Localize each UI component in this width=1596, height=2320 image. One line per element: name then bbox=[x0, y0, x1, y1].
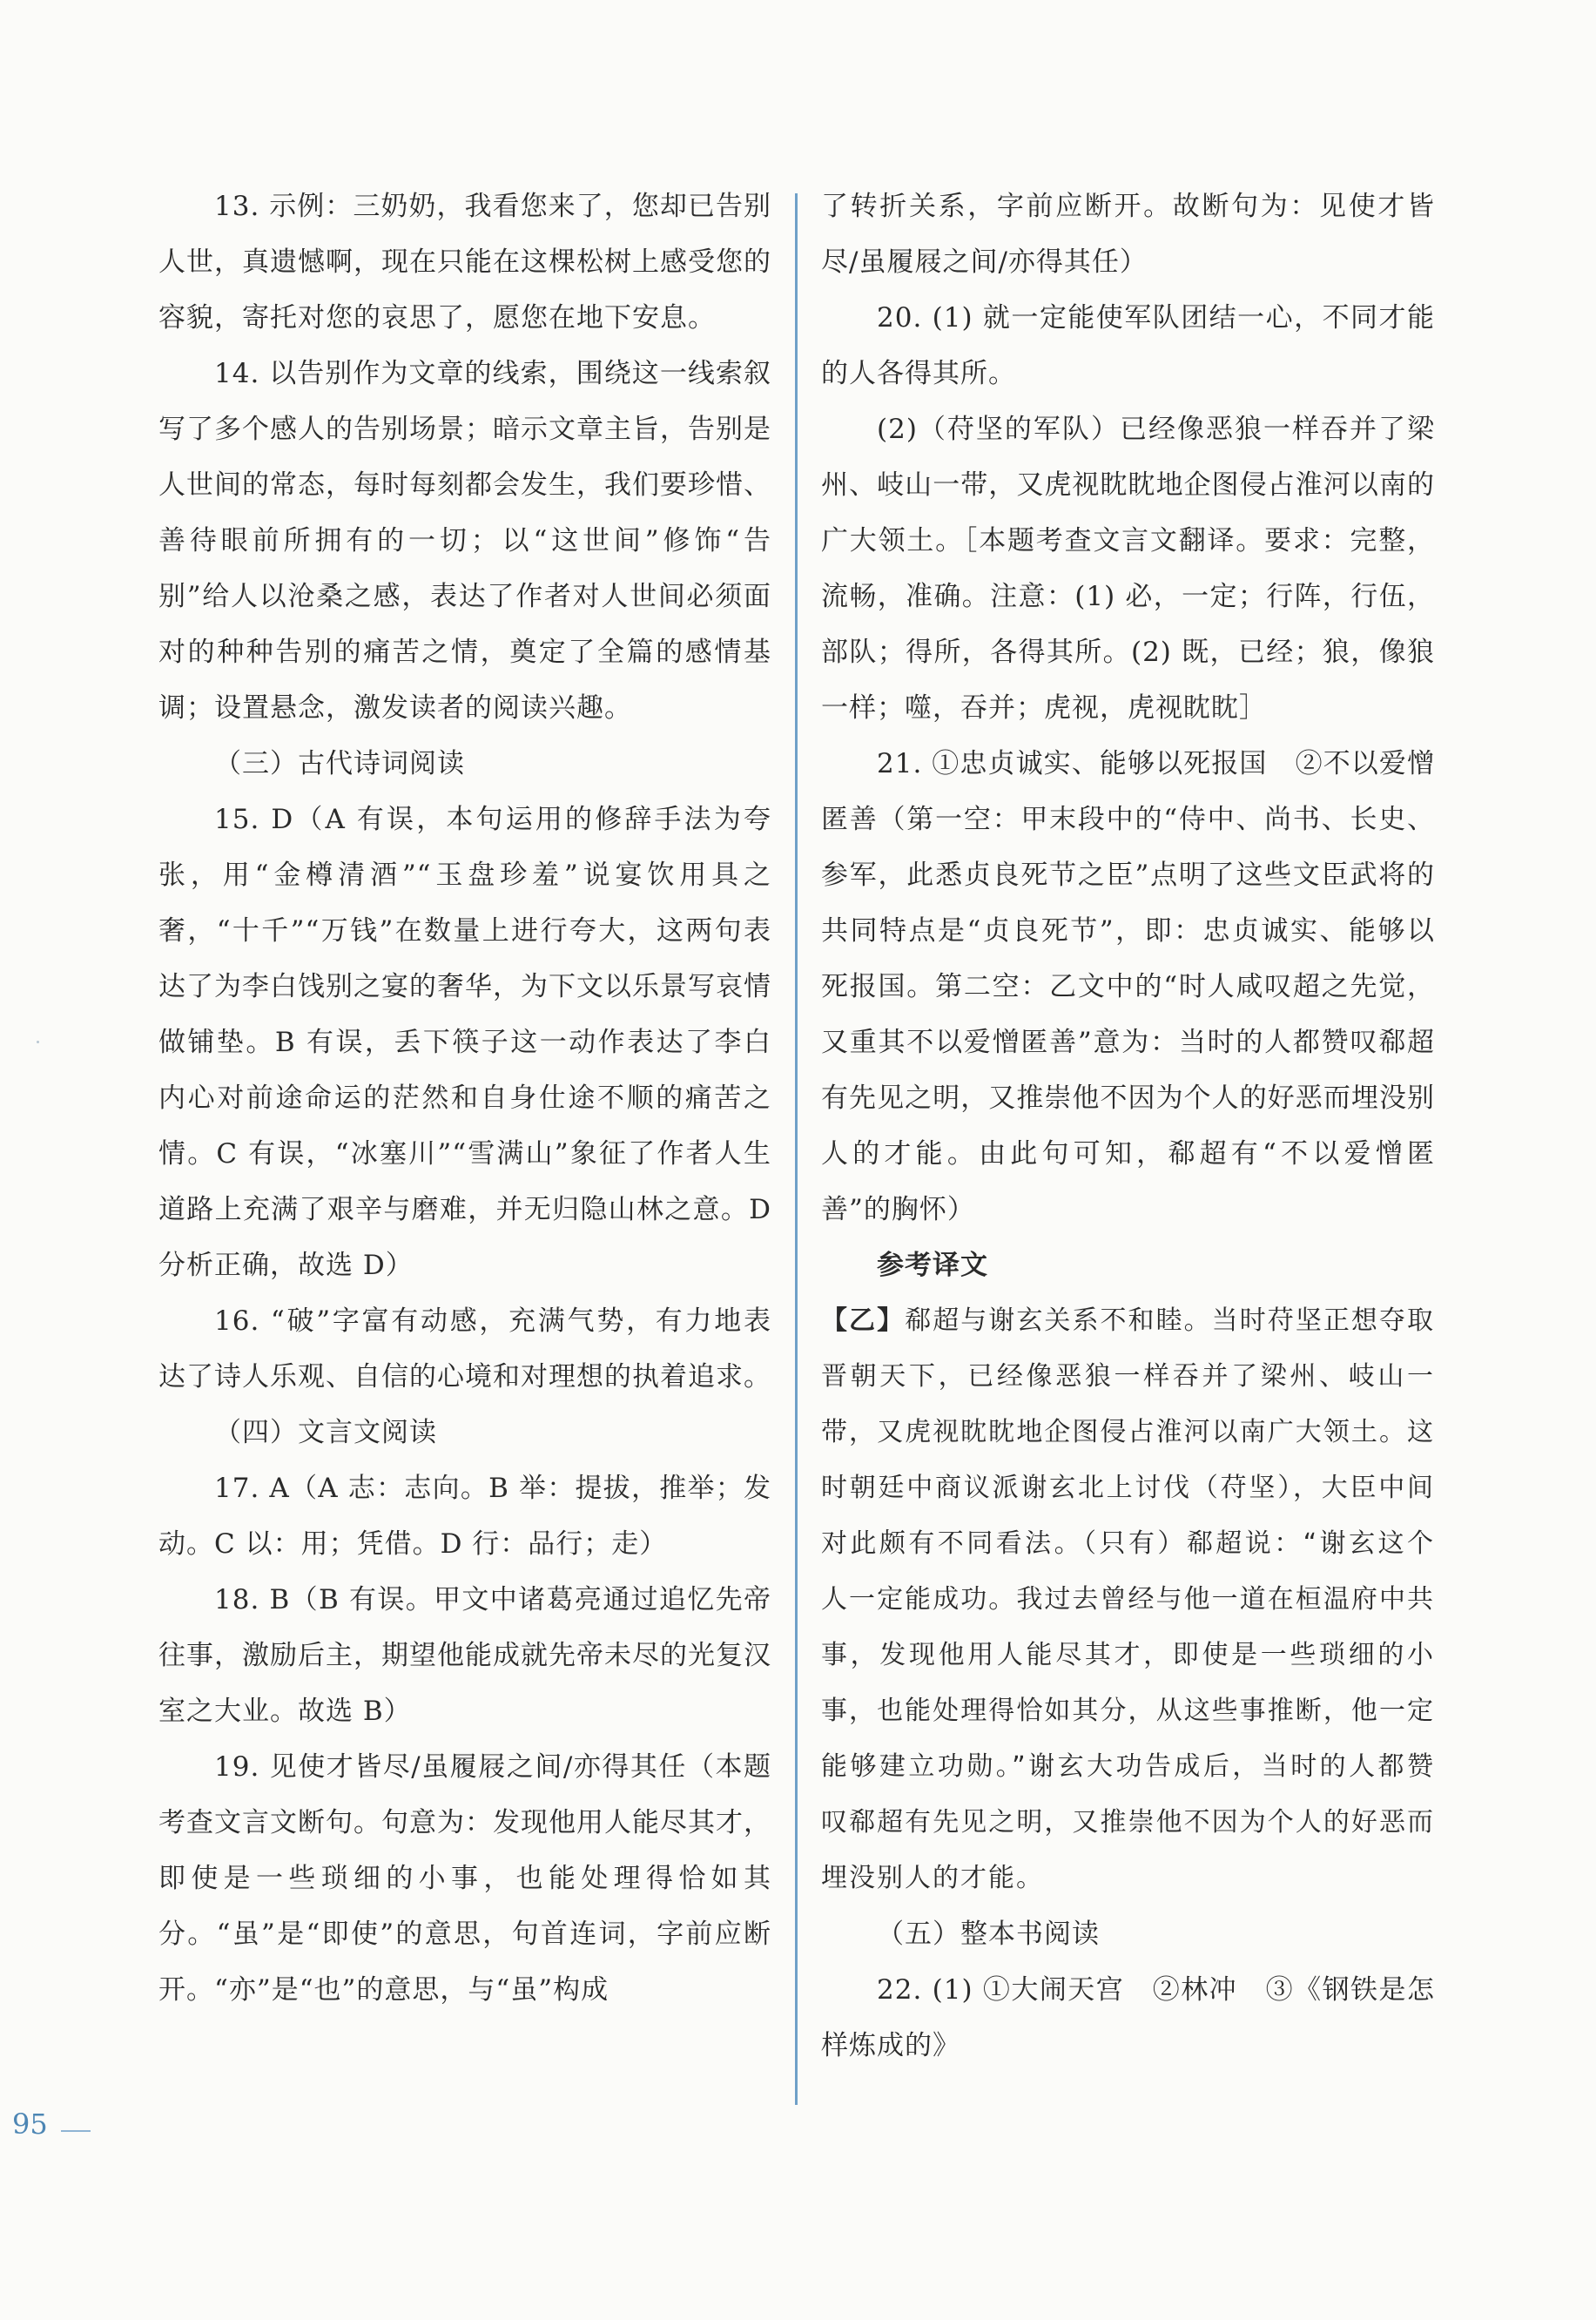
section-heading-classical: （四）文言文阅读 bbox=[214, 1417, 437, 1448]
answer-22: 22. (1) ①大闹天宫 ②林冲 ③《钢铁是怎样炼成的》 bbox=[821, 1974, 1435, 2061]
right-column bbox=[821, 179, 1435, 2074]
translation-body: 郗超与谢玄关系不和睦。当时苻坚正想夺取晋朝天下，已经像恶狼一样吞并了梁州、岐山一带，又虎视眈眈地企图侵占淮河以南广大领土。这时朝廷中商议派谢玄北上讨伐（苻坚），大臣中间对此颇有不同看法。（只有）郗超说：“谢玄这个人一定能成功。我过去曾经与他一道在桓温府中共事，发现他用人能尽其才，即使是一些琐细的小事，也能处理得恰如其分，从这些事推断，他一定能够建立功勋。”谢玄大功告成后，当时的人都赞叹郗超有先见之明，又推崇他不因为个人的好恶而埋没别人的才能。 bbox=[821, 1305, 1436, 1893]
answer-14: 14. 以告别作为文章的线索，围绕这一线索叙写了多个感人的告别场景；暗示文章主旨，告别是人世间的常态，每时每刻都会发生，我们要珍惜、善待眼前所拥有的一切；以“这世间”修饰“告别”给人以沧桑之感，表达了作者对人世间必须面对的种种告别的痛苦之情，奠定了全篇的感情基调；设置悬念，激发读者的阅读兴趣。 bbox=[158, 358, 771, 724]
answer-15: 15. D（A 有误，本句运用的修辞手法为夸张，用“金樽清酒”“玉盘珍羞”说宴饮用具之奢，“十千”“万钱”在数量上进行夸大，这两句表达了为李白饯别之宴的奢华，为下文以乐景写哀情做铺垫。B 有误，丢下筷子这一动作表达了李白内心对前途命运的茫然和自身仕途不顺的痛苦之情。C 有误，“冰塞川”“雪满山”象征了作者人生道路上充满了艰辛与磨难，并无归隐山林之意。D 分析正确，故选 D） bbox=[158, 804, 771, 1281]
answer-20-part-2: (2)（苻坚的军队）已经像恶狼一样吞并了梁州、岐山一带，又虎视眈眈地企图侵占淮河以南的广大领土。［本题考查文言文翻译。要求：完整，流畅，准确。注意：(1) 必，一定；行阵，行伍，部队；得所，各得其所。(2) 既，已经；狼，像狼一样；噬，吞并；虎视，虎视眈眈］ bbox=[821, 414, 1435, 724]
reference-translation-heading: 参考译文 bbox=[877, 1250, 988, 1281]
answer-19-continued: 了转折关系，字前应断开。故断句为：见使才皆尽/虽履屐之间/亦得其任） bbox=[821, 191, 1435, 278]
section-heading-whole-book: （五）整本书阅读 bbox=[877, 1919, 1100, 1950]
column-divider bbox=[795, 193, 798, 2105]
answer-13: 13. 示例：三奶奶，我看您来了，您却已告别人世，真遗憾啊，现在只能在这棵松树上感受您的容貌，寄托对您的哀思了，愿您在地下安息。 bbox=[158, 191, 771, 334]
answer-19: 19. 见使才皆尽/虽履屐之间/亦得其任（本题考查文言文断句。句意为：发现他用人能尽其才，即使是一些琐细的小事，也能处理得恰如其分。“虽”是“即使”的意思，句首连词，字前应断开。“亦”是“也”的意思，与“虽”构成 bbox=[158, 1751, 771, 2006]
answer-17: 17. A（A 志：志向。B 举：提拔，推举；发动。C 以：用；凭借。D 行：品行；走） bbox=[158, 1473, 771, 1560]
answer-18: 18. B（B 有误。甲文中诸葛亮通过追忆先帝往事，激励后主，期望他能成就先帝未尽的光复汉室之大业。故选 B） bbox=[158, 1584, 771, 1727]
left-column bbox=[158, 179, 771, 2018]
answer-16: 16. “破”字富有动感，充满气势，有力地表达了诗人乐观、自信的心境和对理想的执着追求。 bbox=[158, 1305, 771, 1393]
answer-21: 21. ①忠贞诚实、能够以死报国 ②不以爱憎匿善（第一空：甲末段中的“侍中、尚书、长史、参军，此悉贞良死节之臣”点明了这些文臣武将的共同特点是“贞良死节”，即：忠贞诚实、能够以死报国。第二空：乙文中的“时人咸叹超之先觉，又重其不以爱憎匿善”意为：当时的人都赞叹郗超有先见之明，又推崇他不因为个人的好恶而埋没别人的才能。由此句可知，郗超有“不以爱憎匿善”的胸怀） bbox=[821, 748, 1435, 1225]
scan-speck bbox=[37, 1041, 39, 1043]
translation-label: 【乙】 bbox=[821, 1305, 906, 1336]
section-heading-poetry: （三）古代诗词阅读 bbox=[214, 748, 465, 779]
answer-20-part-1: 20. (1) 就一定能使军队团结一心，不同才能的人各得其所。 bbox=[821, 302, 1435, 389]
page-number: 95 bbox=[12, 2108, 48, 2141]
reference-translation-text bbox=[821, 1293, 1435, 1906]
page-number-rule bbox=[61, 2130, 91, 2132]
